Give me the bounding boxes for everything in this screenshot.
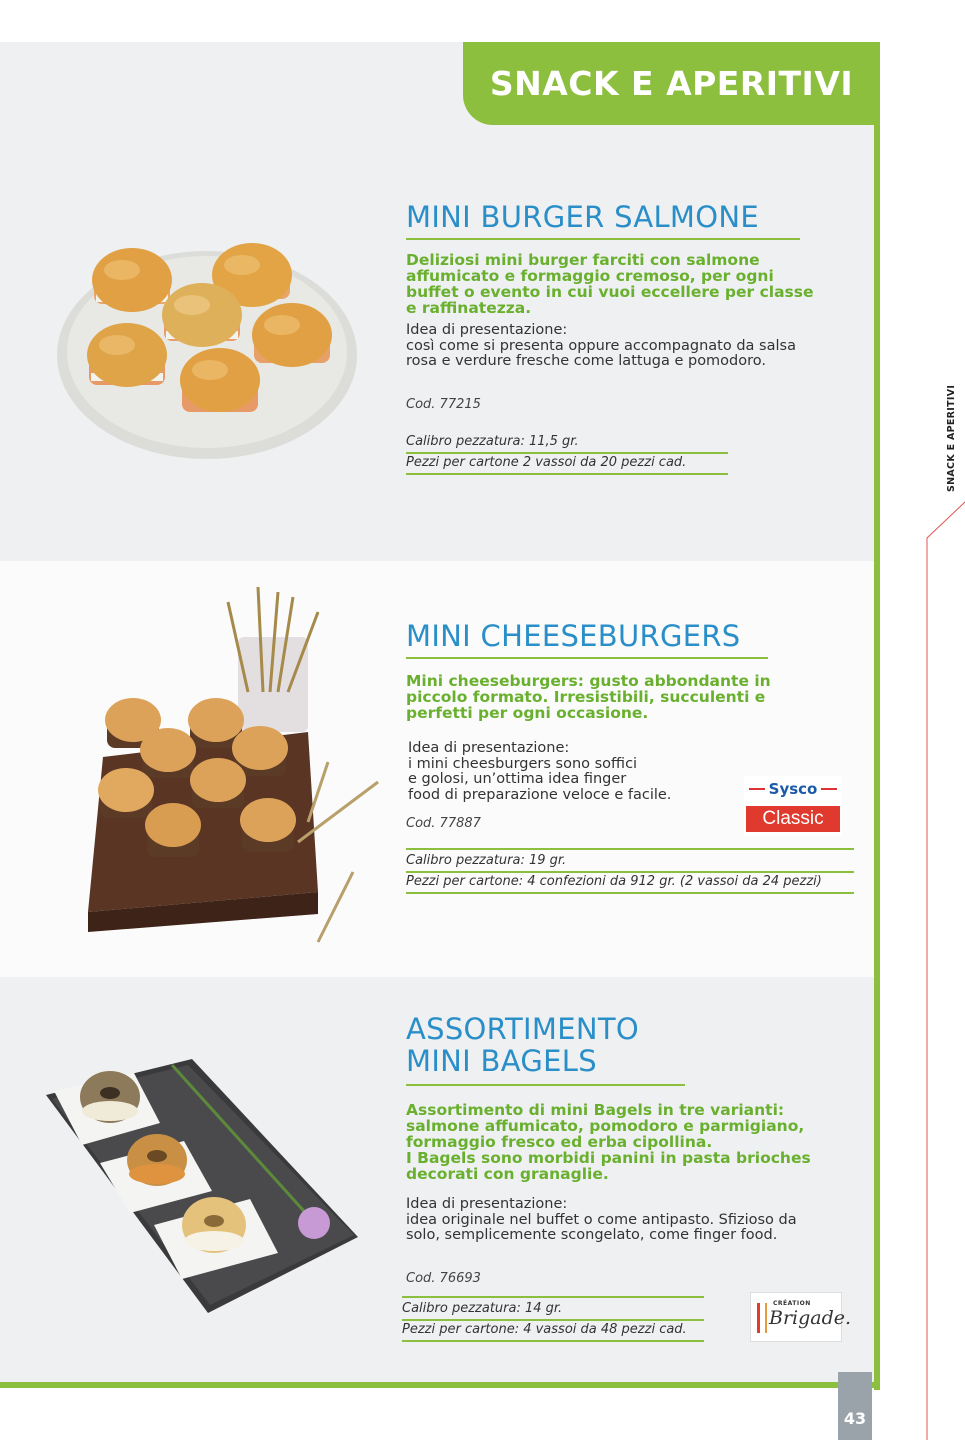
side-category-label: SNACK E APERITIVI — [946, 384, 957, 492]
product-2-presentation: Idea di presentazione: i mini cheesburgers sono soffici e golosi, un’ottima idea finger food di preparazione veloce e facile. — [408, 740, 672, 803]
product-1-title-rule — [406, 238, 800, 240]
product-1-title: MINI BURGER SALMONE — [406, 200, 759, 234]
mini-cheeseburgers-photo — [78, 582, 388, 952]
category-header — [463, 42, 880, 125]
product-3-code: Cod. 76693 — [406, 1271, 481, 1286]
bottom-border-rule — [0, 1382, 880, 1388]
product-2-caliber: Calibro pezzatura: 19 gr. — [406, 848, 854, 873]
page-number: 43 — [843, 1409, 867, 1428]
product-3-pieces: Pezzi per cartone: 4 vassoi da 48 pezzi cad. — [402, 1319, 704, 1342]
product-2-pieces: Pezzi per cartone: 4 confezioni da 912 gr. (2 vassoi da 24 pezzi) — [406, 871, 854, 894]
product-1-code: Cod. 77215 — [406, 397, 481, 412]
product-3-presentation: Idea di presentazione: idea originale nel buffet o come antipasto. Sfizioso da solo, semplicemente scongelato, come finger food. — [406, 1196, 797, 1243]
product-1-description: Deliziosi mini burger farciti con salmone affumicato e formaggio cremoso, per ogni buffet o evento in cui vuoi eccellere per classe e raffinatezza. — [406, 251, 814, 317]
creation-brigade-logo: CRÉATION Brigade. — [750, 1292, 842, 1342]
mini-bagels-photo — [42, 1055, 362, 1315]
product-2-title-rule — [406, 657, 768, 659]
product-2-description: Mini cheeseburgers: gusto abbondante in piccolo formato. Irresistibili, succulenti e perfetti per ogni occasione. — [406, 672, 771, 722]
product-3-caliber: Calibro pezzatura: 14 gr. — [402, 1296, 704, 1321]
side-decorative-line — [925, 500, 965, 1440]
product-3-description: Assortimento di mini Bagels in tre varianti: salmone affumicato, pomodoro e parmigiano, formaggio fresco ed erba cipollina. I Bagels sono morbidi panini in pasta brioches decorati con granaglie. — [406, 1101, 811, 1183]
product-3-title: ASSORTIMENTO MINI BAGELS — [406, 1012, 639, 1078]
product-2-title: MINI CHEESEBURGERS — [406, 619, 741, 653]
product-1-presentation: Idea di presentazione: così come si presenta oppure accompagnato da salsa rosa e verdure fresche come lattuga e pomodoro. — [406, 322, 796, 369]
right-border-rule — [874, 42, 880, 1390]
category-title: SNACK E APERITIVI — [489, 64, 854, 103]
mini-burger-salmone-photo — [52, 230, 362, 465]
sysco-classic-logo: Sysco Classic — [744, 776, 842, 836]
chef-hat-icon — [757, 1303, 767, 1333]
product-1-pieces: Pezzi per cartone 2 vassoi da 20 pezzi cad. — [406, 452, 728, 475]
page-number-tab — [838, 1372, 872, 1440]
product-1-caliber: Calibro pezzatura: 11,5 gr. — [406, 431, 728, 454]
product-2-code: Cod. 77887 — [406, 816, 481, 831]
product-3-title-rule — [406, 1084, 685, 1086]
